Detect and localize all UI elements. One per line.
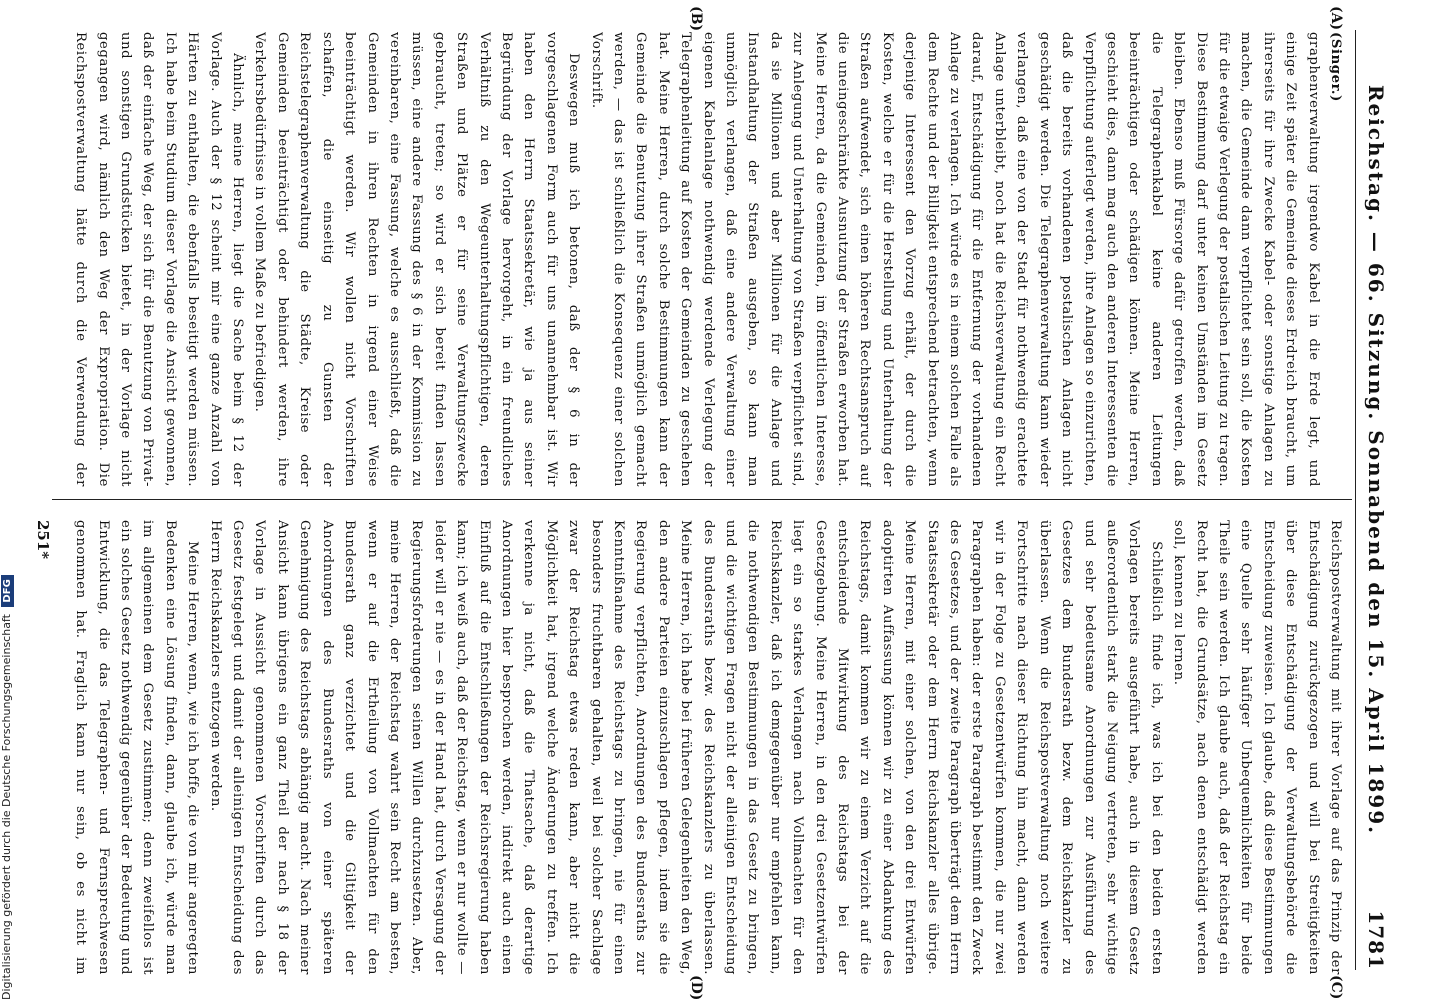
paragraph: Ähnlich, meine Herren, liegt die Sache beim § 12 der Vorlage. Auch der § 12 scheint mir eine ganze Anzahl von Härten zu enthalten, die ebenfalls beseitigt werden müssen. Ich habe beim Studium dieser Vorlage die Ansicht gewonnen, daß der einfache Weg, der sich für die Benutzung von Privat- und sonstigen Grundstücken bietet, in der Vorlage nicht gegangen wird, nämlich den Weg der Expropriation. Die Reichspostverwaltung hätte durch die Verwendung der [73, 32, 246, 487]
credit-text: Digitalisierung gefördert durch die Deutsche Forschungsgemeinschaft [0, 614, 13, 1000]
right-column [66, 520, 1346, 975]
margin-marker-b: (B) [688, 6, 704, 32]
rotated-page-content [24, 0, 1404, 1000]
margin-marker-d: (D) [688, 975, 704, 1000]
paragraph: graphenverwaltung irgendwo Kabel in die Erde legt, und einige Zeit später die Gemeinde dieses Erdreich braucht, um ihrerseits für ihre Zwecke Kabel- oder sonstige Anlagen zu machen, die Gemeinde dann verpflichtet sein soll, die Kosten für die etwaige Verlegung der postalischen Leitung zu tragen. Diese Bestimmung darf unter keinen Umständen im Gesetz bleiben. Ebenso muß Fürsorge dafür getroffen werden, daß die Telegraphenkabel keine anderen Leitungen beeinträchtigen oder schädigen können. Meine Herren, geschieht dies, dann mag auch den anderen Interessenten die Verpflichtung auferlegt werden, ihre Anlagen so einzurichten, daß die bereits vorhandenen postalischen Anlagen nicht geschädigt werden. Die Telegraphenverwaltung kann wieder verlangen, daß eine von der Stadt für nothwendig erachtete Anlage unterbleibt, noch hat die Reichsverwaltung ein Recht darauf, Entschädigung für die Entfernung der vorhandenen Anlage zu verlangen. Ich würde es in einem solchen Falle als dem Rechte und der Billigkeit entsprechend betrachten, wenn derjenige Interessent den Vorzug erhält, der durch die Kosten, welche er für die Herstellung und Unterhaltung der Straßen aufwendet, sich einen höheren Rechtsanspruch auf die uneingeschränkte Ausnutzung der Straßen erworben hat. Meine Herren, da die Gemeinden, im öffentlichen Interesse, zur Anlegung und Unterhaltung von Straßen verpflichtet sind, da sie Millionen und aber Millionen für die Anlage und Instandhaltung der Straßen ausgeben, so kann man unmöglich verlangen, daß eine andere Verwaltung einer eigenen Kabelanlage nothwendig werdende Verlegung der Telegraphenleitung auf Kosten der Gemeinden zu geschehen hat. Meine Herren, durch solche Bestimmungen kann der Gemeinde die Benutzung ihrer Straßen unmöglich gemacht werden, — das ist schließlich die Konsequenz einer solchen Vorschrift. [588, 32, 1321, 487]
margin-marker-a: (A) [1328, 6, 1344, 31]
page-header [1350, 30, 1390, 970]
paragraph: Reichspostverwaltung mit ihrer Vorlage auf das Prinzip der Entschädigung zurückgezogen und will bei Streitigkeiten über diese Entschädigung der Verwaltungsbehörde die Entscheidung zuweisen. Ich glaube, daß diese Bestimmungen eine Quelle sehr häufiger Unbequemlichkeiten für beide Theile sein werden. Ich glaube auch, daß der Reichstag ein Recht hat, die Grundsätze, nach denen entschädigt werden soll, kennen zu lernen. [1171, 520, 1343, 975]
paragraph: Meine Herren, wenn, wie ich hoffe, die von mir angeregten Bedenken eine Lösung finden, dann, glaube ich, würde man im allgemeinen dem Gesetz zustimmen; denn zweifellos ist ein solches Gesetz nothwendig gegenüber der Bedeutung und Entwicklung, die das Telegraphen- und Fernsprechwesen genommen hat. Fraglich kann nur sein, ob es nicht im [73, 520, 201, 975]
paragraph: Schließlich finde ich, was ich bei den beiden ersten Vorlagen bereits ausgeführt habe, auch in diesem Gesetz außerordentlich stark die Neigung vertreten, sehr wichtige und sehr bedeutsame Anordnungen zur Ausführung des Gesetzes dem Bundesrath bezw. dem Reichskanzler zu überlassen. Wenn die Reichspostverwaltung noch weitere Fortschritte nach dieser Richtung hin macht, dann werden wir in der Folge zu Gesetzentwürfen kommen, die nur zwei Paragraphen haben: der erste Paragraph bestimmt den Zweck des Gesetzes, und der zweite Paragraph überträgt dem Herrn Staatssekretär oder dem Herrn Reichskanzler alles übrige. Meine Herren, mit einer solchen, von den drei Entwürfen adoptirten Auffassung können wir zu einer Abdankung des Reichstags, damit kommen wir zu einem Verzicht auf die entscheidende Mitwirkung des Reichstags bei der Gesetzgebung. Meine Herren, in den drei Gesetzentwürfen liegt ein so starkes Verlangen nach Vollmachten für den Reichskanzler, daß ich demgegenüber nur empfehlen kann, die nothwendigen Bestimmungen in das Gesetz zu bringen, und die wichtigen Fragen nicht der alleinigen Entscheidung des Bundesraths bezw. des Reichskanzlers zu überlassen. Meine Herren, ich habe bei früheren Gelegenheiten den Weg, den andere Parteien einzuschlagen pflegen, indem sie die Regierung verpflichten, Anordnungen des Bundesraths zur Kenntnißnahme des Reichstags zu bringen, nie für einen besonders fruchtbaren gehalten, weil bei solcher Sachlage zwar der Reichstag etwas reden kann, aber nicht die Möglichkeit hat, irgend welche Änderungen zu treffen. Ich verkenne ja nicht, daß die Thatsache, daß derartige Anordnungen hier besprochen werden, indirekt auch einen Einfluß auf die Entschließungen der Reichsregierung haben kann; ich weiß auch, daß der Reichstag, wenn er nur wollte — leider will er nie — es in der Hand hat, durch Versagung der Regierungsforderungen seinen Willen durchzusetzen. Aber, meine Herren, der Reichstag wahrt sein Recht am besten, wenn er auf die Ertheilung von Vollmachten für den Bundesrath ganz verzichtet und die Giltigkeit der Anordnungen des Bundesraths von einer späteren Genehmigung des Reichstags abhängig macht. Nach meiner Ansicht kann übrigens ein ganz Theil der nach § 18 der Vorlage in Aussicht genommenen Vorschriften durch das Gesetz festgelegt und damit der alleinigen Entscheidung des Herrn Reichskanzlers entzogen werden. [207, 520, 1164, 975]
margin-marker-c: (C) [1328, 975, 1344, 1000]
running-title: Reichstag. — 66. Sitzung. Sonnabend den 15. April 1899. [1364, 84, 1388, 836]
dfg-logo-icon: DFG [1, 575, 14, 606]
digitization-credit [0, 0, 22, 1000]
left-column [66, 32, 1346, 487]
speaker-name: (Singer.) [1328, 32, 1343, 102]
page-number: 1781 [1364, 910, 1388, 970]
column-divider [52, 499, 1352, 500]
header-rule [1355, 30, 1356, 970]
signature-mark: 251* [34, 520, 52, 560]
paragraph: Deswegen muß ich betonen, daß der § 6 in der vorgeschlagenen Form auch für uns unannehmbar ist. Wir haben den Herrn Staatssekretär, wie ja aus seiner Begründung der Vorlage hervorgeht, in ein freundliches Verhältniß zu den Wegeunterhaltungspflichtigen, deren Straßen und Plätze er für seine Verwaltungszwecke gebraucht, treten; so wird er sich bereit finden lassen müssen, eine andere Fassung des § 6 in der Kommission zu vereinbaren, eine Fassung, welche es ausschließt, daß die Gemeinden in ihren Rechten in irgend einer Weise beeinträchtigt werden. Wir wollen nicht Vorschriften schaffen, die einseitig zu Gunsten der Reichstelegraphenverwaltung die Städte, Kreise oder Gemeinden beeinträchtigt oder behindert werden, ihre Verkehrsbedürfnisse in vollem Maße zu befriedigen. [252, 32, 582, 487]
